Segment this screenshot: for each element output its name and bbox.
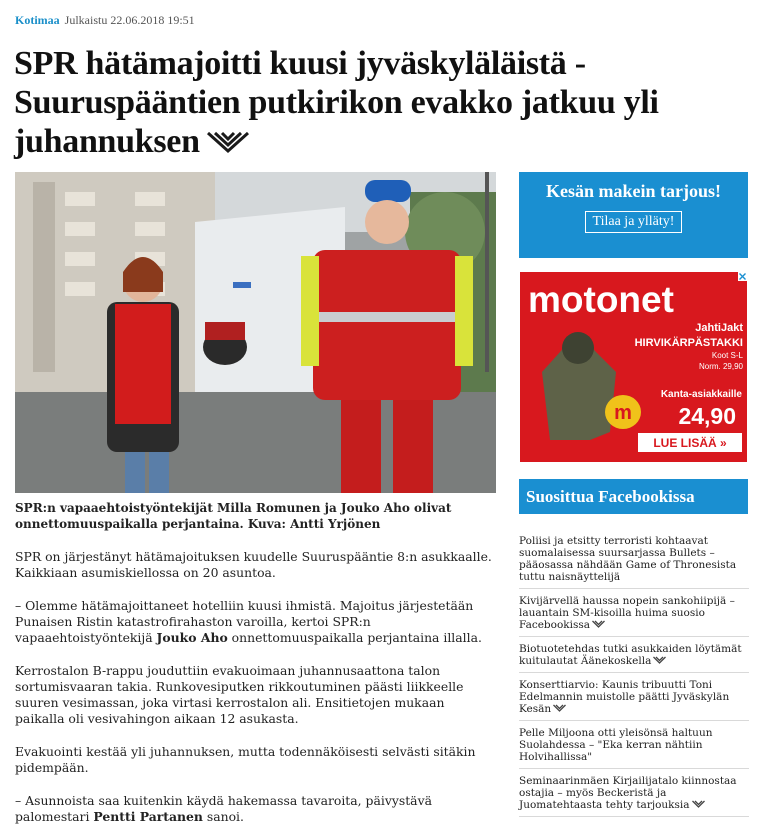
ad-line4: Norm. 29,90 — [698, 362, 743, 371]
paragraph-2-text — [15, 598, 495, 646]
facebook-popular-list — [519, 535, 749, 823]
ad-member: Kanta-asiakkaille — [660, 389, 742, 400]
paragraph-4-text: Evakuointi kestää yli juhannuksen, mutta todennäköisesti selvästi sitäkin pidempään. — [15, 744, 476, 775]
plus-content-icon — [692, 799, 705, 811]
photo-caption: SPR:n vapaaehtoistyöntekijät Milla Romunen ja Jouko Aho olivat onnettomuuspaikalla perjantaina. Kuva: Antti Yrjönen — [15, 501, 452, 531]
facebook-list-item[interactable] — [519, 535, 749, 589]
facebook-list-item[interactable] — [519, 727, 749, 769]
paragraph-4 — [15, 744, 495, 776]
facebook-item-text: Poliisi ja etsitty terroristi kohtaavat suomalaisessa suursarjassa Bullets – pääosassa nähdään Game of Thronesista tuttu naisnäyttelijä — [519, 535, 737, 583]
facebook-list-item[interactable] — [519, 595, 749, 637]
promo-button[interactable]: Tilaa ja ylläty! — [585, 211, 683, 233]
publish-date: Julkaistu 22.06.2018 19:51 — [64, 13, 195, 27]
article-meta — [15, 13, 195, 28]
ad-cta[interactable]: LUE LISÄÄ » — [653, 436, 727, 450]
plus-content-icon — [553, 703, 566, 715]
facebook-list-item[interactable] — [519, 679, 749, 721]
facebook-item-text: Biotuotetehdas tutki asukkaiden löytämät kuitulautat Äänekoskella — [519, 643, 742, 667]
ad-line3: Koot S-L — [711, 351, 743, 360]
facebook-item-text: Pelle Miljoona otti yleisönsä haltuun Suolahdessa – "Eka kerran nähtiin Holvihallissa" — [519, 727, 713, 763]
article-headline — [14, 44, 754, 164]
paragraph-3-text: Kerrostalon B-rappu jouduttiin evakuoimaan juhannusaattona talon sortumisvaaran takia. Runkovesiputken rikkoutuminen päästi liikkeelle suuren vesimassan, joka virtasi kerrostalon ali. Ensitietojen mukaan paikalla oli vesivahingon aikaan 12 asukasta. — [15, 663, 464, 726]
category-link[interactable]: Kotimaa — [15, 13, 60, 27]
paragraph-1 — [15, 549, 495, 581]
ad-logo-letter: m — [614, 402, 632, 424]
ad-line2: HIRVIKÄRPÄSTAKKI — [634, 337, 743, 349]
paragraph-3 — [15, 663, 495, 727]
p5-name: Pentti Partanen — [93, 809, 203, 824]
facebook-list-item[interactable] — [519, 775, 749, 817]
p2-name: Jouko Aho — [156, 630, 228, 645]
facebook-item-text: Konserttiarvio: Kaunis tribuutti Toni Edelmannin muistolle päätti Jyväskylän Kesän — [519, 679, 730, 715]
article-photo — [15, 172, 496, 493]
facebook-item-text: Seminaarinmäen Kirjailijatalo kiinnostaa ostajia – myös Beckeristä ja Juomatehtaasta tehty tarjouksia — [519, 775, 737, 811]
plus-content-icon — [206, 125, 250, 164]
headline-text: SPR hätämajoitti kuusi jyväskyläläistä - Suuruspääntien putkirikon evakko jatkuu yli juhannuksen — [14, 45, 659, 160]
facebook-item-text: Kivijärvellä haussa nopein sankohiipijä – lauantain SM-kisoilla huima suosio Facebookissa — [519, 595, 735, 631]
facebook-list-item[interactable] — [519, 643, 749, 673]
paragraph-5 — [15, 793, 495, 825]
paragraph-2 — [15, 598, 495, 646]
subscription-promo[interactable] — [519, 172, 748, 258]
p2-part-a: – Olemme hätämajoittaneet hotelliin kuusi ihmistä. Majoitus järjestetään Punaisen Ristin katastrofirahaston varoilla, kertoi SPR:n vapaaehtoistyöntekijä — [15, 598, 474, 645]
paragraph-5-text — [15, 793, 495, 825]
ad-line1: JahtiJakt — [695, 322, 743, 334]
p5-part-b: sanoi. — [202, 809, 244, 824]
motonet-m-logo-icon — [605, 395, 641, 429]
facebook-popular-title: Suosittua Facebookissa — [519, 479, 748, 514]
paragraph-1-text: SPR on järjestänyt hätämajoituksen kuudelle Suuruspääntie 8:n asukkaalle. Kaikkiaan asumiskiellossa on 20 asuntoa. — [15, 549, 492, 580]
advertisement[interactable] — [520, 272, 747, 462]
promo-title: Kesän makein tarjous! — [546, 181, 721, 201]
ad-price: 24,90 — [678, 403, 736, 429]
p5-part-a: – Asunnoista saa kuitenkin käydä hakemassa tavaroita, päivystävä palomestari — [15, 793, 432, 824]
plus-content-icon — [592, 619, 605, 631]
plus-content-icon — [653, 655, 666, 667]
p2-part-b: onnettomuuspaikalla perjantaina illalla. — [227, 630, 482, 645]
ad-brand: motonet — [528, 279, 674, 320]
